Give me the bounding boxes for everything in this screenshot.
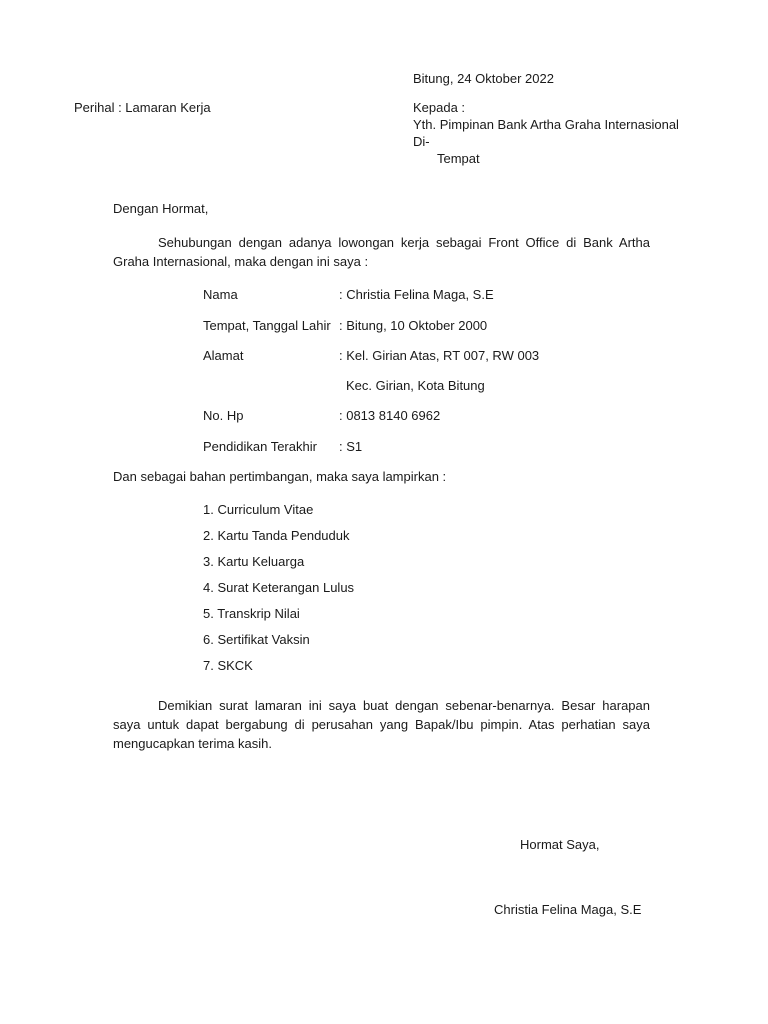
attachment-item: 1. Curriculum Vitae <box>203 502 314 517</box>
field-label-address: Alamat <box>203 348 244 363</box>
to-label: Kepada : <box>413 100 466 115</box>
salutation: Dengan Hormat, <box>113 201 209 216</box>
field-value-address-line2: Kec. Girian, Kota Bitung <box>346 378 485 393</box>
subject-line: Perihal : Lamaran Kerja <box>74 100 211 115</box>
recipient: Yth. Pimpinan Bank Artha Graha Internasional <box>413 117 679 132</box>
attachment-item: 2. Kartu Tanda Penduduk <box>203 528 350 543</box>
field-label-phone: No. Hp <box>203 408 244 423</box>
intro-paragraph: Sehubungan dengan adanya lowongan kerja sebagai Front Office di Bank Artha Graha Internasional, maka dengan ini saya : <box>113 235 650 269</box>
field-value-birth: : Bitung, 10 Oktober 2000 <box>339 318 488 333</box>
field-value-education: : S1 <box>339 439 363 454</box>
attachment-item: 6. Sertifikat Vaksin <box>203 632 310 647</box>
attachment-item: 7. SKCK <box>203 658 253 673</box>
closing-paragraph: Demikian surat lamaran ini saya buat dengan sebenar-benarnya. Besar harapan saya untuk dapat bergabung di perusahan yang Bapak/Ibu pimpin. Atas perhatian saya mengucapkan terima kasih. <box>113 698 650 751</box>
field-value-name: : Christia Felina Maga, S.E <box>339 287 494 302</box>
field-label-name: Nama <box>203 287 238 302</box>
recipient-di: Di- <box>413 134 430 149</box>
attachments-intro: Dan sebagai bahan pertimbangan, maka saya lampirkan : <box>113 469 447 484</box>
attachment-item: 3. Kartu Keluarga <box>203 554 305 569</box>
field-value-phone: : 0813 8140 6962 <box>339 408 441 423</box>
field-label-education: Pendidikan Terakhir <box>203 439 317 454</box>
signer-name: Christia Felina Maga, S.E <box>494 902 642 917</box>
place-date: Bitung, 24 Oktober 2022 <box>413 71 554 86</box>
field-label-birth: Tempat, Tanggal Lahir <box>203 318 331 333</box>
closing-phrase: Hormat Saya, <box>520 837 600 852</box>
attachment-item: 5. Transkrip Nilai <box>203 606 300 621</box>
attachment-item: 4. Surat Keterangan Lulus <box>203 580 355 595</box>
recipient-place: Tempat <box>437 151 480 166</box>
field-value-address: : Kel. Girian Atas, RT 007, RW 003 <box>339 348 540 363</box>
